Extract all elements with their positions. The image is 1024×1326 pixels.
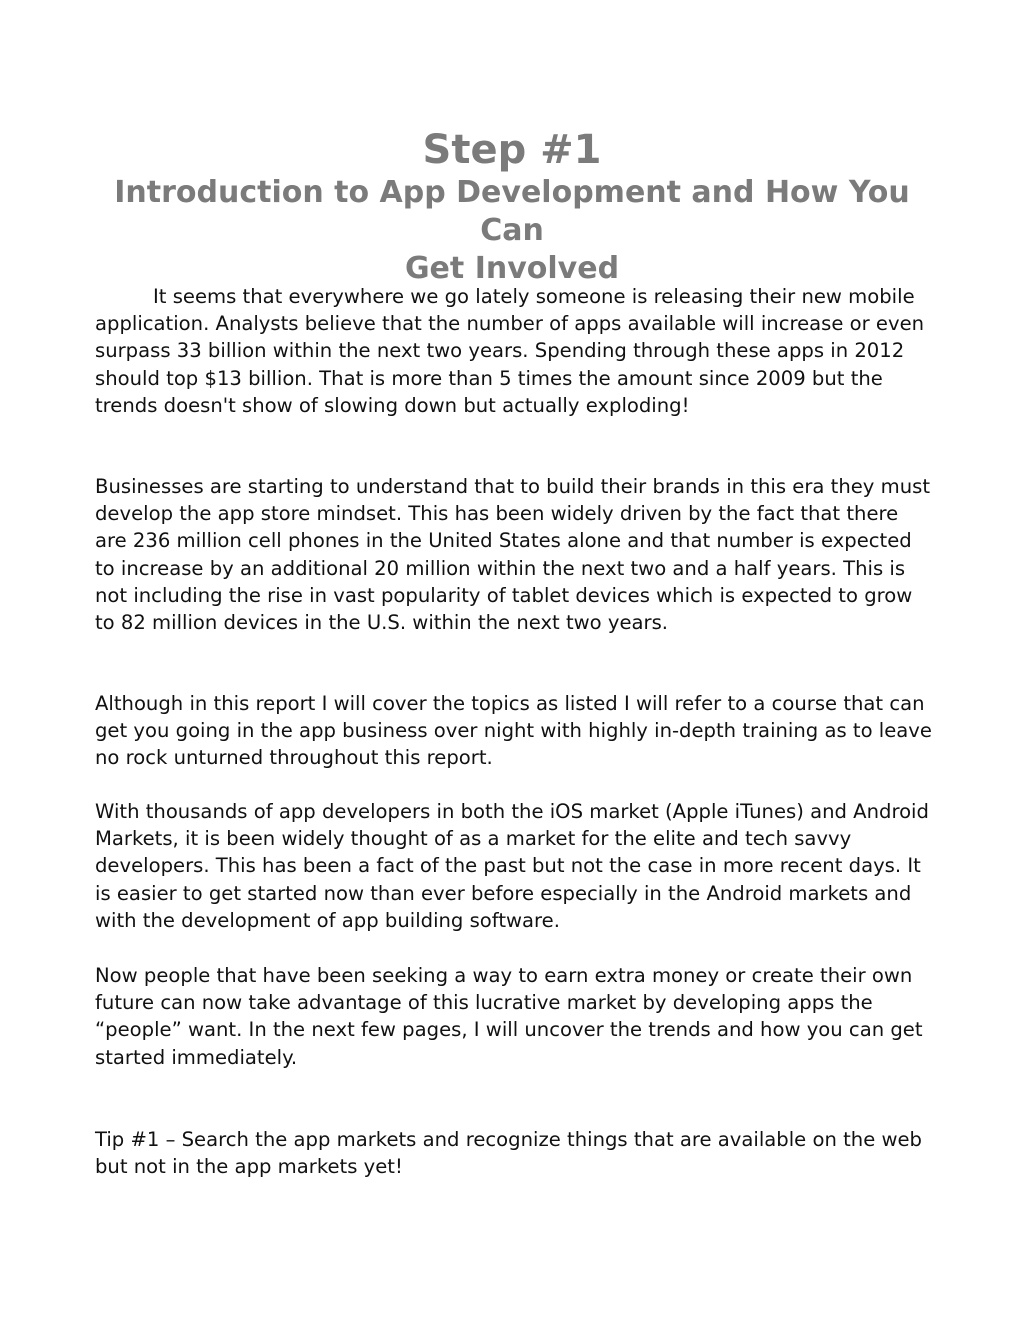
paragraph-businesses: Businesses are starting to understand that to build their brands in this era they must develop the app store mindset. This has been widely driven by the fact that there are 236 million cell phones in the United States alone and that number is expected to increase by an additional 20 million within the next two and a half years. This is not including the rise in vast popularity of tablet devices which is expected to grow to 82 million devices in the U.S. within the next two years. <box>95 475 931 635</box>
tip-text: Tip #1 – Search the app markets and recognize things that are available on the web but not in the app markets yet! <box>95 1128 922 1179</box>
paragraph-developers: With thousands of app developers in both the iOS market (Apple iTunes) and Android Markets, it is been widely thought of as a market for the elite and tech savvy developers. This has been a fact of the past but not the case in more recent days. It is easier to get started now than ever before especially in the Android markets and with the development of app building software. <box>95 800 929 932</box>
chapter-subtitle <box>100 174 924 288</box>
subtitle-line-2: Get Involved <box>404 251 620 286</box>
subtitle-line-1: Introduction to App Development and How You Can <box>114 175 910 248</box>
step-title: Step #1 <box>422 127 602 173</box>
paragraph-intro: It seems that everywhere we go lately someone is releasing their new mobile application. Analysts believe that the number of apps available will increase or even surpass 33 billion within the next two years. Spending through these apps in 2012 should top $13 billion. That is more than 5 times the amount since 2009 but the trends doesn't show of slowing down but actually exploding! <box>95 285 925 417</box>
paragraph-report-course: Although in this report I will cover the topics as listed I will refer to a course that can get you going in the app business over night with highly in-depth training as to leave no rock unturned throughout this report. <box>95 692 932 770</box>
paragraph-opportunity: Now people that have been seeking a way to earn extra money or create their own future can now take advantage of this lucrative market by developing apps the “people” want. In the next few pages, I will uncover the trends and how you can get started immediately. <box>95 964 923 1069</box>
